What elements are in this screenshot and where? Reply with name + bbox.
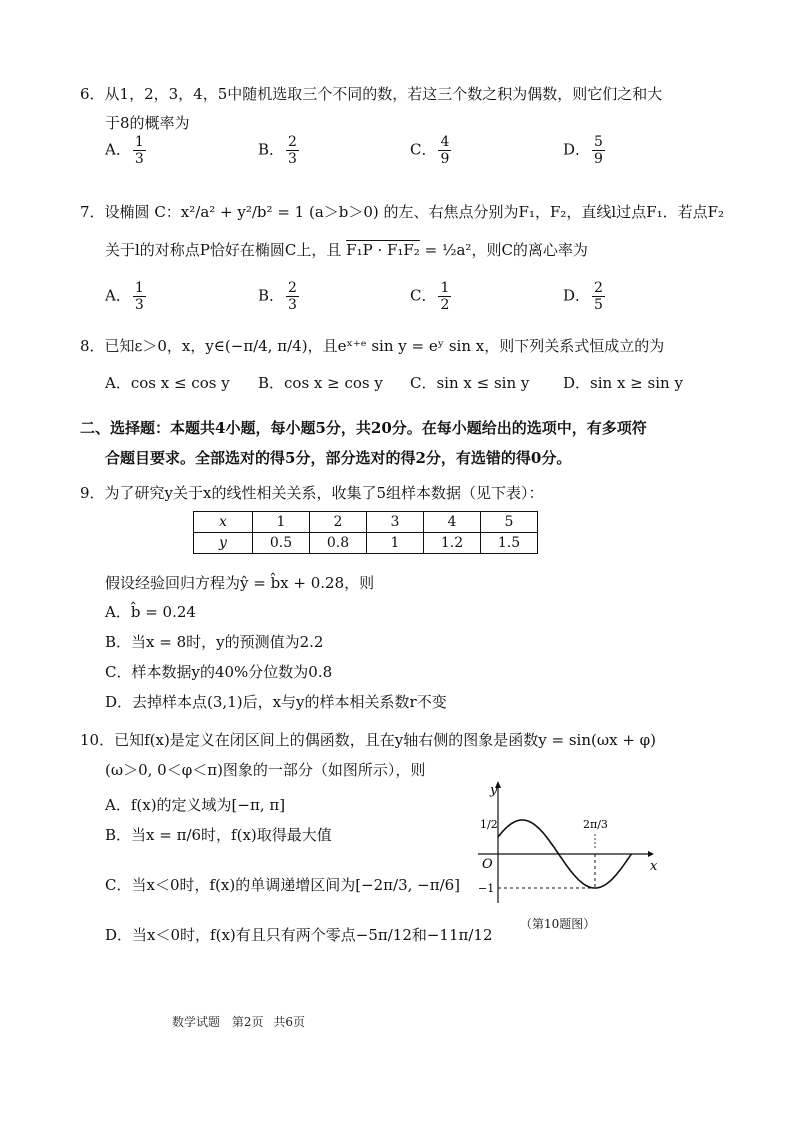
- q8-option-b: [258, 373, 383, 393]
- fraction-denominator: 3: [134, 297, 144, 313]
- q7-option-d: [563, 280, 607, 313]
- table-header-y: y: [194, 533, 253, 554]
- table-cell: 1: [253, 512, 310, 533]
- fraction-denominator: 9: [594, 151, 603, 167]
- y-tick-minus-one: −1: [478, 882, 495, 895]
- fraction-denominator: 3: [288, 151, 297, 167]
- option-label: D．: [105, 926, 133, 944]
- option-label: D．: [563, 140, 591, 159]
- table-cell: 0.8: [310, 533, 367, 554]
- q9-option-d: [105, 692, 447, 712]
- q10-option-c: [105, 875, 460, 895]
- page-footer: [172, 1013, 305, 1030]
- option-fraction: [438, 280, 451, 313]
- fraction-numerator: 2: [594, 280, 603, 296]
- fraction-numerator: 4: [440, 134, 450, 150]
- x-axis-arrow-icon: [648, 851, 654, 857]
- table-cell: 1.5: [481, 533, 538, 554]
- q8-option-c: [410, 373, 529, 393]
- table-cell: 2: [310, 512, 367, 533]
- option-text: sin x ≥ sin y: [590, 374, 683, 392]
- option-label: B．: [105, 633, 132, 651]
- option-text: f(x)的定义域为[−π, π]: [130, 796, 286, 814]
- q7-option-a: [105, 280, 148, 313]
- option-text: 去掉样本点(3,1)后，x与y的样本相关系数r不变: [132, 693, 447, 711]
- option-label: A．: [105, 286, 131, 305]
- option-fraction: [438, 134, 451, 167]
- option-text: 当x = 8时，y的预测值为2.2: [131, 633, 324, 651]
- q8-option-d: [563, 373, 683, 393]
- option-label: C．: [410, 140, 437, 159]
- q7-line2-text: 关于l的对称点P恰好在椭圆C上，且: [105, 241, 342, 259]
- option-label: C．: [105, 663, 132, 681]
- q10-option-a: [105, 795, 285, 815]
- q7-pre: 7．设椭圆: [80, 203, 150, 221]
- table-cell: 4: [424, 512, 481, 533]
- option-label: A．: [105, 796, 131, 814]
- footer-total: 共6页: [273, 1015, 305, 1029]
- table-cell: 5: [481, 512, 538, 533]
- q7-stem-line1: [80, 202, 724, 222]
- q9-regression-line: 假设经验回归方程为ŷ = b̂x + 0.28，则: [105, 574, 375, 592]
- fraction-numerator: 2: [288, 134, 297, 150]
- fraction-denominator: 9: [440, 151, 450, 167]
- option-text: 当x = π/6时，f(x)取得最大值: [131, 826, 332, 844]
- fraction-denominator: 5: [594, 297, 603, 313]
- option-text: sin x ≤ sin y: [436, 374, 530, 392]
- section2-line2: 合题目要求。全部选对的得5分，部分选对的得2分，有选错的得0分。: [105, 449, 572, 467]
- option-fraction: [592, 280, 605, 313]
- y-tick-half: 1/2: [480, 818, 498, 831]
- option-label: A．: [105, 140, 131, 159]
- q6-stem-line1: 6．从1，2，3，4，5中随机选取三个不同的数，若这三个数之积为偶数，则它们之和大: [80, 85, 663, 103]
- q8-stem: 8．已知ε＞0，x，y∈(−π/4, π/4)，且eˣ⁺ᵉ sin y = eʸ sin x，则下列关系式恒成立的为: [80, 337, 665, 355]
- fraction-numerator: 2: [288, 280, 297, 296]
- option-fraction: [286, 280, 299, 313]
- option-label: C．: [410, 374, 437, 392]
- table-cell: 0.5: [253, 533, 310, 554]
- y-axis-label: y: [490, 783, 498, 798]
- fraction-numerator: 1: [134, 280, 144, 296]
- option-label: D．: [563, 374, 591, 392]
- fraction-numerator: 1: [134, 134, 144, 150]
- option-label: B．: [258, 374, 285, 392]
- footer-page: 第2页: [231, 1015, 264, 1029]
- option-label: B．: [258, 140, 285, 159]
- option-text: cos x ≥ cos y: [284, 374, 383, 392]
- q6-option-d: [563, 134, 607, 167]
- option-fraction: [133, 280, 146, 313]
- q9-option-c: [105, 662, 332, 682]
- q10-option-b: [105, 825, 332, 845]
- option-fraction: [592, 134, 605, 167]
- q10-figure-caption: （第10题图）: [520, 917, 596, 931]
- q7-post: 的左、右焦点分别为F₁，F₂，直线l过点F₁．若点F₂: [383, 203, 725, 221]
- option-label: D．: [563, 286, 591, 305]
- fraction-numerator: 5: [594, 134, 603, 150]
- q9-stem: 9．为了研究y关于x的线性相关关系，收集了5组样本数据（见下表）：: [80, 484, 544, 502]
- q6-option-a: [105, 134, 148, 167]
- q8-option-a: [105, 373, 230, 393]
- option-label: C．: [410, 286, 437, 305]
- q7-option-b: [258, 280, 301, 313]
- option-text: 样本数据y的40%分位数为0.8: [131, 663, 333, 681]
- fraction-denominator: 3: [288, 297, 297, 313]
- fraction-denominator: 2: [440, 297, 450, 313]
- fraction-numerator: 1: [440, 280, 450, 296]
- footer-subject: 数学试题: [172, 1015, 221, 1029]
- q7-stem-line2: [105, 240, 588, 260]
- option-text: b̂ = 0.24: [130, 603, 196, 621]
- table-cell: 1: [367, 533, 424, 554]
- option-text: 当x＜0时，f(x)有且只有两个零点−5π/12和−11π/12: [132, 926, 493, 944]
- q9-option-a: [105, 602, 196, 622]
- q10-option-d: [105, 925, 493, 945]
- table-row: [194, 512, 538, 533]
- x-axis-label: x: [650, 859, 658, 874]
- q7-eq: = ½a²，则C的离心率为: [424, 241, 588, 259]
- q7-ellipse-equation: C：x²/a² + y²/b² = 1 (a＞b＞0): [154, 203, 379, 221]
- table-row: [194, 533, 538, 554]
- q10-stem-line1: 10．已知f(x)是定义在闭区间上的偶函数，且在y轴右侧的图象是函数y = sin(ωx + φ): [80, 731, 657, 749]
- option-label: A．: [105, 374, 131, 392]
- q7-vector-product: F₁P · F₁F₂: [346, 241, 420, 259]
- x-tick-two-pi-over-three: 2π/3: [583, 818, 608, 831]
- origin-label: O: [482, 857, 493, 872]
- option-label: B．: [105, 826, 132, 844]
- q9-option-b: [105, 632, 323, 652]
- q6-stem-line2: 于8的概率为: [105, 114, 190, 132]
- option-label: B．: [258, 286, 285, 305]
- section2-line1: 二、选择题：本题共4小题，每小题5分，共20分。在每小题给出的选项中，有多项符: [80, 419, 647, 437]
- option-label: A．: [105, 603, 131, 621]
- table-cell: 3: [367, 512, 424, 533]
- fraction-denominator: 3: [134, 151, 144, 167]
- q6-option-c: [410, 134, 453, 167]
- option-fraction: [286, 134, 299, 167]
- q7-option-c: [410, 280, 453, 313]
- option-label: D．: [105, 693, 133, 711]
- q9-data-table: [193, 511, 538, 554]
- table-cell: 1.2: [424, 533, 481, 554]
- option-text: 当x＜0时，f(x)的单调递增区间为[−2π/3, −π/6]: [131, 876, 461, 894]
- option-text: cos x ≤ cos y: [130, 374, 230, 392]
- option-label: C．: [105, 876, 132, 894]
- option-fraction: [133, 134, 146, 167]
- q10-function-graph: [468, 778, 658, 908]
- table-header-x: x: [194, 512, 253, 533]
- q6-option-b: [258, 134, 301, 167]
- q10-stem-line2: (ω＞0, 0＜φ＜π)图象的一部分（如图所示），则: [105, 761, 426, 779]
